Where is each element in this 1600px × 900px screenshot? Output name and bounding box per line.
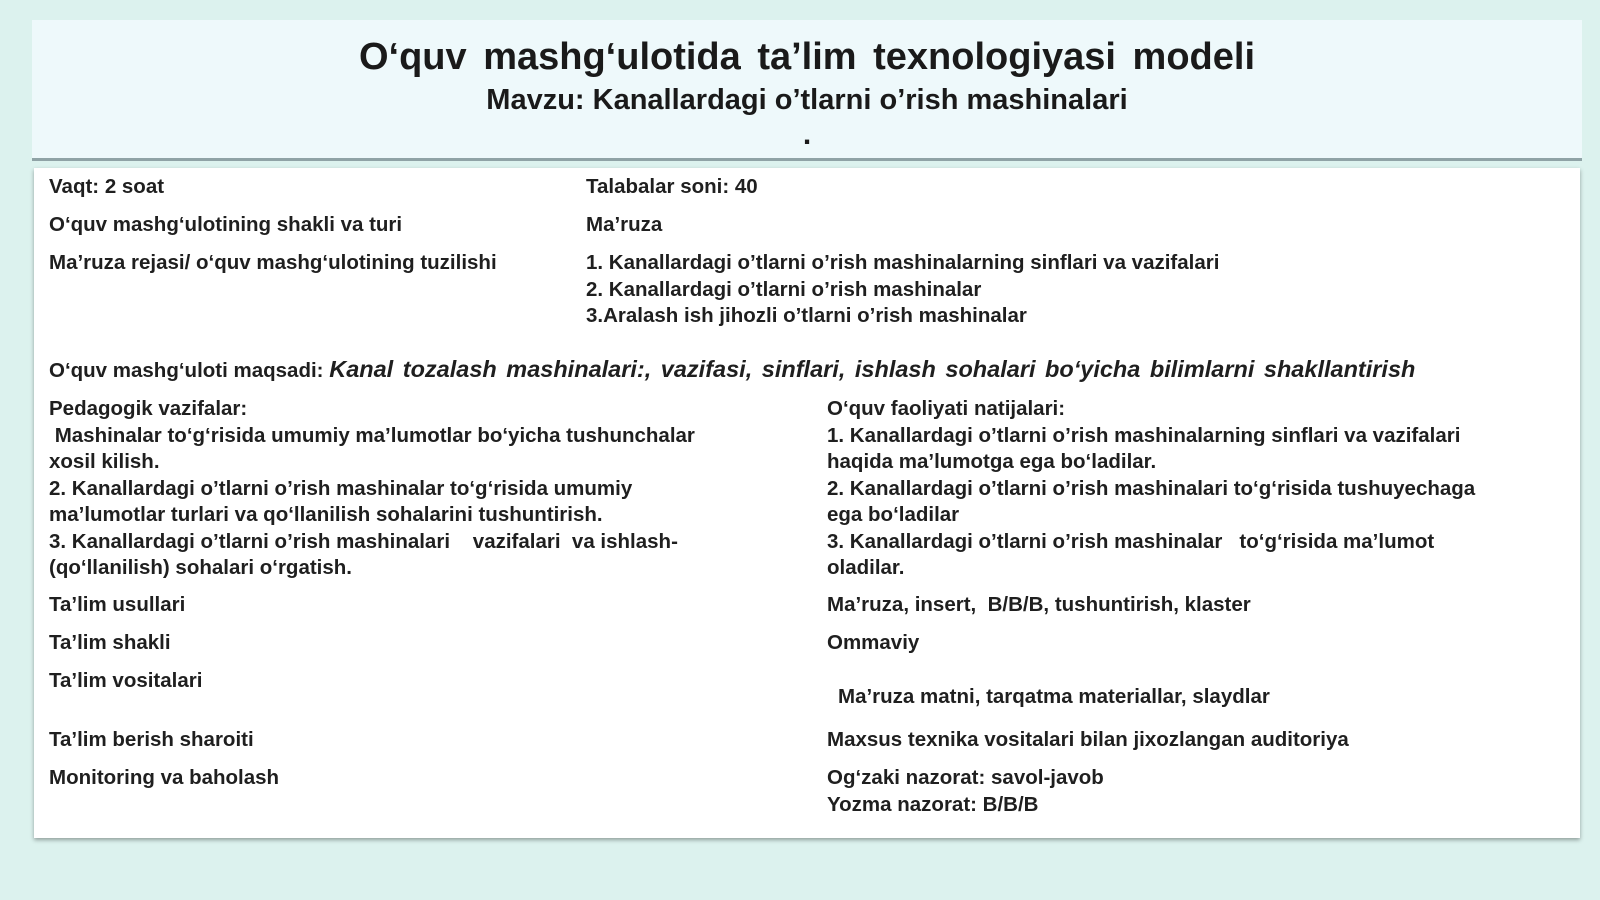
students-label: Talabalar soni: 40 <box>586 175 758 198</box>
slide-header <box>32 20 1582 161</box>
form-value: Ma’ruza <box>586 213 663 236</box>
pedagogical-tasks-title: Pedagogik vazifalar: <box>49 397 248 420</box>
methods-label: Ta’lim usullari <box>49 593 186 616</box>
monitoring-line: Og‘zaki nazorat: savol-javob <box>827 766 1104 789</box>
time-label: Vaqt: 2 soat <box>49 175 165 198</box>
learning-result-line: ega bo‘ladilar <box>827 503 960 526</box>
learning-result-line: 3. Kanallardagi o’tlarni o’rish mashinalar to‘g‘risida ma’lumot <box>827 529 1435 553</box>
plan-item: 1. Kanallardagi o’tlarni o’rish mashinalarning sinflari va vazifalari <box>586 251 1220 274</box>
pedagogical-task-line: 2. Kanallardagi o’tlarni o’rish mashinalar to‘g‘risida umumiy <box>49 476 633 500</box>
plan-item: 2. Kanallardagi o’tlarni o’rish mashinalar <box>586 277 982 301</box>
pedagogical-task-line: Mashinalar to‘g‘risida umumiy ma’lumotlar bo‘yicha tushunchalar <box>49 423 695 447</box>
goal-value: Kanal tozalash mashinalari:, vazifasi, sinflari, ishlash sohalari bo‘yicha bilimlarni shakllantirish <box>329 356 1416 382</box>
subtitle-dot: . <box>802 118 812 151</box>
learning-results-title: O‘quv faoliyati natijalari: <box>827 397 1066 420</box>
monitoring-label: Monitoring va baholash <box>49 766 280 789</box>
monitoring-line: Yozma nazorat: B/B/B <box>827 792 1039 816</box>
pedagogical-task-line: xosil kilish. <box>49 450 160 473</box>
shape-label: Ta’lim shakli <box>49 631 171 654</box>
learning-result-line: haqida ma’lumotga ega bo‘ladilar. <box>827 450 1157 473</box>
plan-item: 3.Aralash ish jihozli o’tlarni o’rish mashinalar <box>586 304 1027 327</box>
methods-value: Ma’ruza, insert, B/B/B, tushuntirish, klaster <box>827 593 1251 616</box>
pedagogical-task-line: 3. Kanallardagi o’tlarni o’rish mashinalari vazifalari va ishlash- <box>49 529 678 553</box>
lesson-model-table <box>34 168 1580 838</box>
tools-label: Ta’lim vositalari <box>49 669 203 692</box>
conditions-label: Ta’lim berish sharoiti <box>49 728 254 751</box>
tools-value: Ma’ruza matni, tarqatma materiallar, slaydlar <box>838 685 1270 708</box>
learning-result-line: oladilar. <box>827 556 905 579</box>
plan-label: Ma’ruza rejasi/ o‘quv mashg‘ulotining tuzilishi <box>49 251 497 274</box>
shape-value: Ommaviy <box>827 631 920 654</box>
conditions-value: Maxsus texnika vositalari bilan jixozlangan auditoriya <box>827 728 1349 751</box>
pedagogical-task-line: ma’lumotlar turlari va qo‘llanilish sohalarini tushuntirish. <box>49 503 603 526</box>
pedagogical-task-line: (qo‘llanilish) sohalari o‘rgatish. <box>49 556 352 579</box>
goal-label: O‘quv mashg‘uloti maqsadi: <box>49 359 330 382</box>
goal-row <box>49 356 1415 385</box>
learning-result-line: 1. Kanallardagi o’tlarni o’rish mashinalarning sinflari va vazifalari <box>827 423 1461 447</box>
learning-result-line: 2. Kanallardagi o’tlarni o’rish mashinalari to‘g‘risida tushuyechaga <box>827 476 1476 500</box>
page-title: O‘quv mashg‘ulotida ta’lim texnologiyasi modeli <box>358 36 1256 78</box>
form-label: O‘quv mashg‘ulotining shakli va turi <box>49 213 403 236</box>
page-subtitle: Mavzu: Kanallardagi o’tlarni o’rish mashinalari <box>486 84 1128 116</box>
